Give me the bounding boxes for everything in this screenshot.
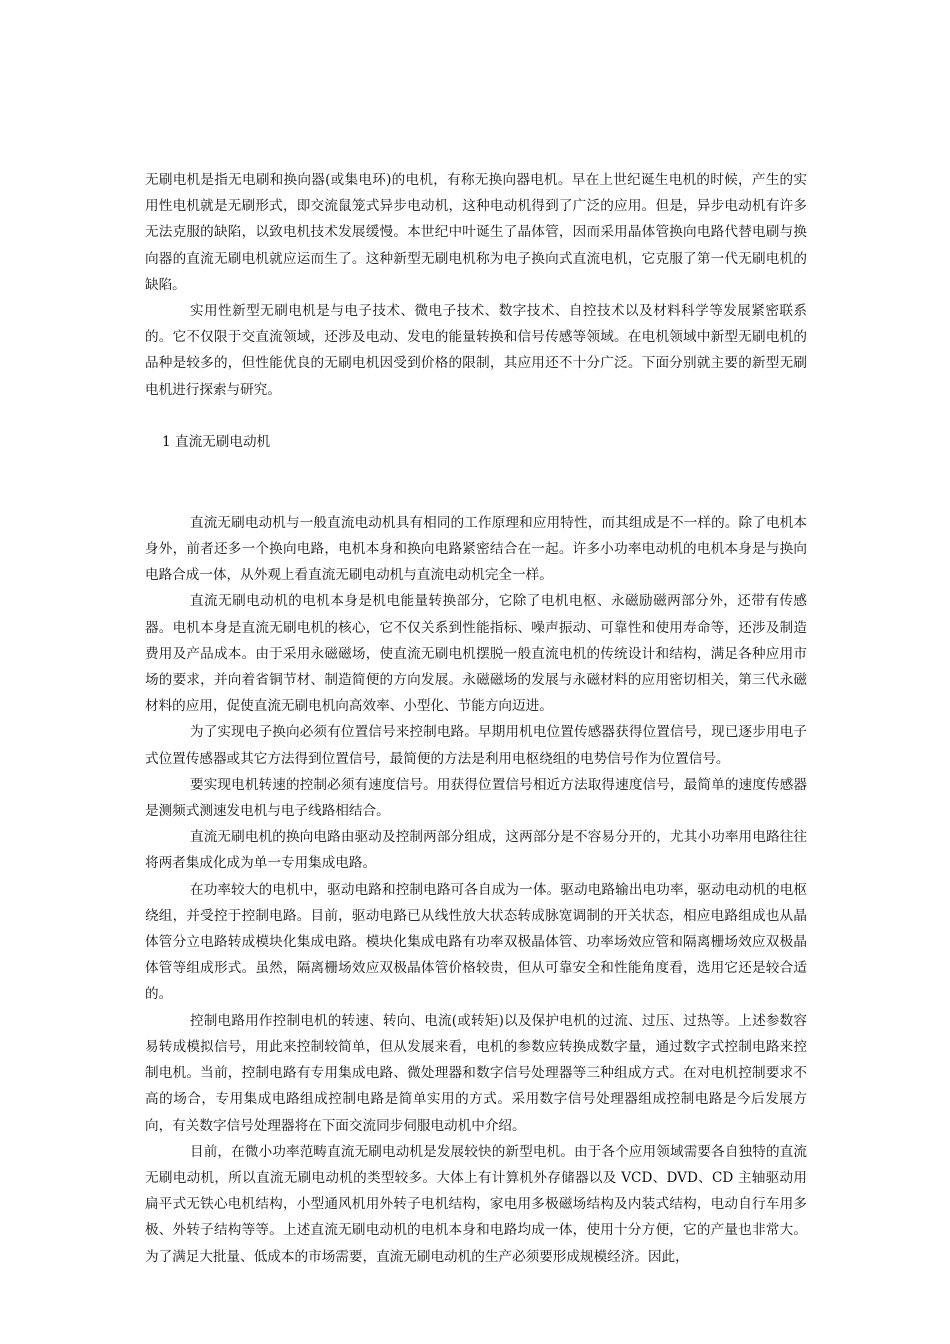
body-paragraph-1: 直流无刷电动机与一般直流电动机具有相同的工作原理和应用特性，而其组成是不一样的。除了电机本身外，前者还多一个换向电路，电机本身和换向电路紧密结合在一起。许多小功率电动机的电机本身是与换向电路合成一体，从外观上看直流无刷电动机与直流电动机完全一样。 <box>145 514 807 584</box>
body-paragraph-6: 在功率较大的电机中，驱动电路和控制电路可各自成为一体。驱动电路输出电功率，驱动电动机的电枢绕组，并受控于控制电路。目前，驱动电路已从线性放大状态转成脉宽调制的开关状态，相应电路组成也从晶体管分立电路转成模块化集成电路。模块化集成电路有功率双极晶体管、功率场效应管和隔离栅场效应双极晶体管等组成形式。虽然，隔离栅场效应双极晶体管价格较贵，但从可靠安全和性能角度看，选用它还是较合适的。 <box>145 881 807 1003</box>
body-paragraph-3: 为了实现电子换向必须有位置信号来控制电路。早期用机电位置传感器获得位置信号，现已逐步用电子式位置传感器或其它方法得到位置信号，最简便的方法是利用电枢绕组的电势信号作为位置信号。 <box>145 724 807 767</box>
spacer <box>145 455 807 510</box>
document-page <box>145 167 807 1270</box>
intro-paragraph-1: 无刷电机是指无电刷和换向器(或集电环)的电机，有称无换向器电机。早在上世纪诞生电机的时候，产生的实用性电机就是无刷形式，即交流鼠笼式异步电动机，这种电动机得到了广泛的应用。但是，异步电动机有许多无法克服的缺陷，以致电机技术发展缓慢。本世纪中叶诞生了晶体管，因而采用晶体管换向电路代替电刷与换向器的直流无刷电机就应运而生了。这种新型无刷电机称为电子换向式直流电机，它克服了第一代无刷电机的缺陷。 <box>145 172 807 293</box>
intro-paragraph-2: 实用性新型无刷电机是与电子技术、微电子技术、数字技术、自控技术以及材料科学等发展紧密联系的。它不仅限于交直流领域，还涉及电动、发电的能量转换和信号传感等领域。在电机领域中新型无刷电机的品种是较多的，但性能优良的无刷电机因受到价格的限制，其应用还不十分广泛。下面分别就主要的新型无刷电机进行探索与研究。 <box>145 303 807 398</box>
section-heading: 1 直流无刷电动机 <box>162 433 271 450</box>
body-paragraph-7: 控制电路用作控制电机的转速、转向、电流(或转矩)以及保护电机的过流、过压、过热等。上述参数容易转成模拟信号，用此来控制较简单，但从发展来看，电机的参数应转换成数字量，通过数字式控制电路来控制电机。当前，控制电路有专用集成电路、微处理器和数字信号处理器等三种组成方式。在对电机控制要求不高的场合，专用集成电路组成控制电路是简单实用的方式。采用数字信号处理器组成控制电路是今后发展方向，有关数字信号处理器将在下面交流同步伺服电动机中介绍。 <box>145 1012 807 1134</box>
body-paragraph-8: 目前，在微小功率范畴直流无刷电动机是发展较快的新型电机。由于各个应用领域需要各自独特的直流无刷电动机，所以直流无刷电动机的类型较多。大体上有计算机外存储器以及 VCD、DVD、CD 主轴驱动用扁平式无铁心电机结构，小型通风机用外转子电机结构，家电用多极磁场结构及内装式结构，电动自行车用多极、外转子结构等等。上述直流无刷电动机的电机本身和电路均成一体，使用十分方便，它的产量也非常大。为了满足大批量、低成本的市场需要，直流无刷电动机的生产必须要形成规模经济。因此， <box>145 1143 807 1265</box>
body-paragraph-2: 直流无刷电动机的电机本身是机电能量转换部分，它除了电机电枢、永磁励磁两部分外，还带有传感器。电机本身是直流无刷电机的核心，它不仅关系到性能指标、噪声振动、可靠性和使用寿命等，还涉及制造费用及产品成本。由于采用永磁磁场，使直流无刷电机摆脱一般直流电机的传统设计和结构，满足各种应用市场的要求，并向着省铜节材、制造简便的方向发展。永磁磁场的发展与永磁材料的应用密切相关，第三代永磁材料的应用，促使直流无刷电机向高效率、小型化、节能方向迈进。 <box>145 593 807 715</box>
body-paragraph-4: 要实现电机转速的控制必须有速度信号。用获得位置信号相近方法取得速度信号，最简单的速度传感器是测频式测速发电机与电子线路相结合。 <box>145 776 807 820</box>
body-paragraph-5: 直流无刷电机的换向电路由驱动及控制两部分组成，这两部分是不容易分开的，尤其小功率用电路往往将两者集成化成为单一专用集成电路。 <box>145 829 807 872</box>
spacer <box>145 403 807 429</box>
